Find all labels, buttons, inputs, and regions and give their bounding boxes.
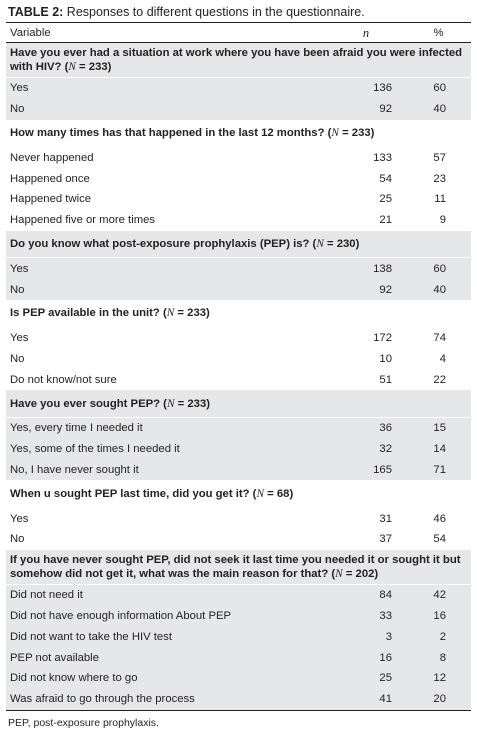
response-label: No [6, 99, 326, 120]
percent-cell: 11 [434, 193, 446, 206]
sample-size-symbol: N [166, 397, 175, 410]
response-label: No [10, 352, 25, 365]
count-cell: 32 [326, 439, 406, 460]
responses-table [6, 22, 471, 711]
response-label: Happened twice [10, 193, 92, 206]
response-label: Yes [10, 332, 29, 345]
count-cell: 10 [379, 352, 392, 365]
header-n: n [362, 25, 370, 40]
question-row [6, 231, 471, 258]
question-row [6, 120, 471, 147]
count-cell: 25 [379, 193, 392, 206]
count-cell: 165 [326, 460, 406, 481]
table-caption [6, 0, 471, 22]
count-cell: 41 [326, 689, 406, 710]
count-cell: 92 [326, 279, 406, 300]
response-label: Did not have enough information About PEP [6, 606, 326, 627]
table-row [6, 417, 471, 438]
response-label: Happened once [10, 172, 90, 185]
percent-cell: 12 [406, 668, 471, 689]
sample-size-symbol: N [316, 237, 324, 250]
table-row [6, 168, 471, 189]
count-cell: 3 [326, 626, 406, 647]
table-row [6, 369, 471, 390]
sample-size-symbol: N [335, 567, 343, 580]
percent-cell: 14 [406, 439, 471, 460]
response-label: Yes, some of the times I needed it [6, 439, 326, 460]
percent-cell: 40 [406, 279, 471, 300]
header-variable: Variable [10, 26, 51, 39]
count-cell: 54 [379, 172, 392, 185]
percent-cell: 42 [406, 584, 471, 605]
sample-size-symbol: N [68, 61, 76, 73]
table-row [6, 78, 471, 99]
response-label: Never happened [10, 151, 94, 164]
sample-size-value: = 68) [264, 487, 294, 500]
table-row [6, 668, 471, 689]
percent-cell: 40 [406, 99, 471, 120]
question-row [6, 43, 471, 78]
percent-cell: 4 [439, 352, 446, 365]
percent-cell: 71 [406, 460, 471, 481]
table-caption-text: Responses to different questions in the questionnaire. [63, 5, 365, 19]
count-cell: 36 [326, 417, 406, 438]
question-row [6, 480, 471, 507]
table-row [6, 606, 471, 627]
question-label: How many times has that happened in the last 12 months? ( [10, 126, 332, 139]
count-cell: 136 [326, 78, 406, 99]
percent-cell: 9 [439, 214, 446, 227]
response-label: Did not know where to go [6, 668, 326, 689]
percent-cell: 2 [406, 626, 471, 647]
count-cell: 31 [379, 512, 392, 525]
question-label: Is PEP available in the unit? ( [10, 307, 167, 320]
question-label: Have you ever sought PEP? ( [10, 397, 167, 410]
table-row [6, 210, 471, 231]
header-percent: % [433, 26, 444, 39]
response-label: PEP not available [6, 647, 326, 668]
table-row [6, 584, 471, 605]
response-label: Yes [6, 78, 326, 99]
sample-size-value: = 233) [174, 307, 210, 320]
table-row [6, 147, 471, 168]
sample-size-symbol: N [256, 487, 264, 500]
sample-size-symbol: N [166, 307, 175, 320]
response-label: Do not know/not sure [10, 373, 117, 386]
question-text [6, 480, 471, 507]
count-cell: 92 [326, 99, 406, 120]
table-row [6, 460, 471, 481]
question-label: When u sought PEP last time, did you get it? ( [10, 487, 257, 500]
percent-cell: 46 [433, 512, 446, 525]
percent-cell: 16 [406, 606, 471, 627]
table-row [6, 529, 471, 550]
response-label: Yes [6, 258, 326, 279]
question-label: Have you ever had a situation at work where you have been afraid you were infected with HIV? ( [10, 47, 463, 73]
sample-size-value: = 233) [338, 126, 375, 139]
count-cell: 84 [326, 584, 406, 605]
response-label: Yes [10, 512, 29, 525]
response-label: Did not need it [6, 584, 326, 605]
response-label: Happened five or more times [10, 214, 156, 227]
percent-cell: 54 [433, 533, 446, 546]
table-row [6, 626, 471, 647]
sample-size-symbol: N [331, 126, 339, 139]
table-body [6, 43, 471, 711]
question-text [6, 550, 471, 585]
percent-cell: 15 [406, 417, 471, 438]
table-header-row [6, 23, 471, 43]
question-row [6, 390, 471, 417]
table-row [6, 258, 471, 279]
count-cell: 21 [379, 214, 392, 227]
sample-size-value: = 233) [75, 61, 112, 73]
response-label: Yes, every time I needed it [6, 417, 326, 438]
question-text [6, 390, 471, 417]
table-row [6, 349, 471, 370]
count-cell: 25 [326, 668, 406, 689]
question-text [6, 300, 471, 327]
percent-cell: 57 [433, 151, 446, 164]
percent-cell: 20 [406, 689, 471, 710]
percent-cell: 74 [433, 332, 446, 345]
sample-size-value: = 202) [342, 567, 379, 580]
table-row [6, 327, 471, 348]
table-row [6, 439, 471, 460]
sample-size-value: = 230) [323, 237, 360, 250]
table-footnote: PEP, post-exposure prophylaxis. [8, 716, 159, 729]
table-row [6, 279, 471, 300]
question-row [6, 550, 471, 585]
count-cell: 16 [326, 647, 406, 668]
percent-cell: 60 [406, 258, 471, 279]
question-row [6, 300, 471, 327]
percent-cell: 8 [406, 647, 471, 668]
response-label: Did not want to take the HIV test [6, 626, 326, 647]
percent-cell: 60 [406, 78, 471, 99]
count-cell: 37 [379, 533, 392, 546]
count-cell: 138 [326, 258, 406, 279]
question-label: If you have never sought PEP, did not seek it last time you needed it or sought it but somehow did not get it, what was the main reason for that? ( [10, 553, 461, 580]
table-row [6, 99, 471, 120]
question-text [6, 120, 471, 147]
table-caption-label: TABLE 2: [8, 5, 64, 19]
response-label: Was afraid to go through the process [6, 689, 326, 710]
count-cell: 172 [373, 332, 392, 345]
table-row [6, 189, 471, 210]
question-label: Do you know what post-exposure prophylaxis (PEP) is? ( [10, 237, 317, 250]
table-row [6, 508, 471, 529]
table-row [6, 689, 471, 710]
count-cell: 51 [379, 373, 392, 386]
percent-cell: 23 [433, 172, 446, 185]
count-cell: 33 [326, 606, 406, 627]
response-label: No, I have never sought it [6, 460, 326, 481]
question-text [6, 43, 471, 78]
table-row [6, 647, 471, 668]
percent-cell: 22 [433, 373, 446, 386]
response-label: No [6, 279, 326, 300]
count-cell: 133 [373, 151, 392, 164]
question-text [6, 231, 471, 258]
sample-size-value: = 233) [174, 397, 210, 410]
response-label: No [10, 533, 25, 546]
